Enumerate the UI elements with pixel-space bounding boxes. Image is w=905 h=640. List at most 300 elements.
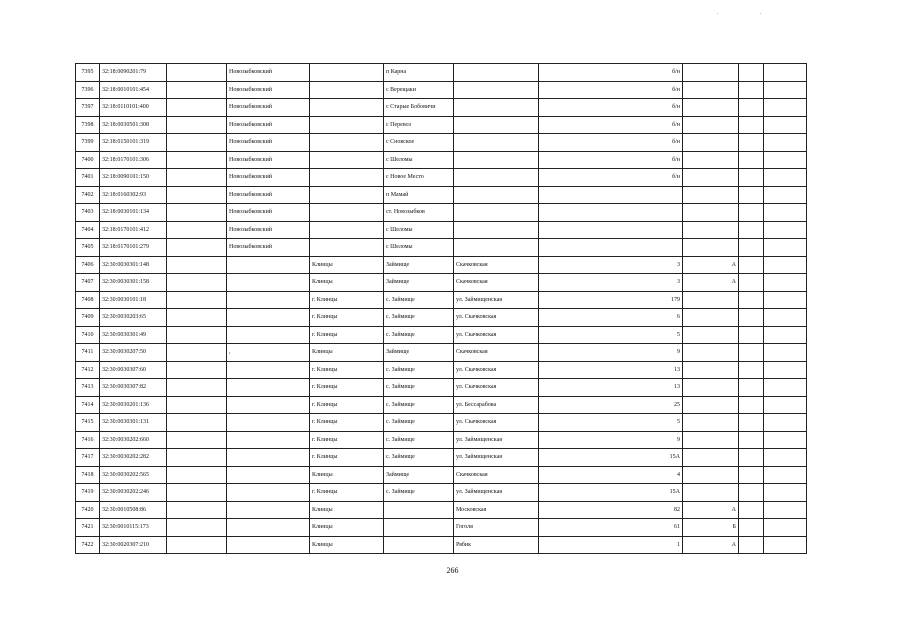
cell-house: б/н: [539, 134, 683, 152]
cell-cad: 32:30:0030202:246: [100, 484, 167, 502]
cell-district: Новозыбковский: [227, 99, 310, 117]
cell-cad: 32:18:0110101:400: [100, 99, 167, 117]
table-row: [76, 344, 807, 362]
cell-n: 7415: [76, 414, 100, 432]
cell-street: [454, 204, 539, 222]
cell-district: Новозыбковский: [227, 169, 310, 187]
cell-city: [310, 81, 384, 99]
cell-cad: 32:30:0020307:210: [100, 536, 167, 554]
cell-street: [454, 64, 539, 82]
cell-e1: [739, 239, 764, 257]
cell-e1: [739, 81, 764, 99]
cell-e1: [739, 396, 764, 414]
table-row: [76, 169, 807, 187]
cell-letter: [683, 151, 739, 169]
cell-locality: с. Займище: [384, 431, 454, 449]
cell-cad: 32:30:0030301:158: [100, 274, 167, 292]
cell-street: [454, 221, 539, 239]
cell-street: ул. Займищенская: [454, 449, 539, 467]
cell-spacer: [167, 116, 227, 134]
cell-locality: [384, 536, 454, 554]
cell-e1: [739, 536, 764, 554]
cell-locality: с Шеломы: [384, 151, 454, 169]
cell-e1: [739, 99, 764, 117]
cell-locality: с. Займище: [384, 484, 454, 502]
cell-spacer: [167, 379, 227, 397]
cell-n: 7405: [76, 239, 100, 257]
cell-city: [310, 151, 384, 169]
cell-house: 13: [539, 361, 683, 379]
cell-cad: 32:18:0090101:150: [100, 169, 167, 187]
cell-house: 9: [539, 344, 683, 362]
cell-locality: с Шеломы: [384, 221, 454, 239]
cell-e1: [739, 431, 764, 449]
cell-city: [310, 169, 384, 187]
registry-table: [75, 63, 807, 554]
cell-cad: 32:30:0030101:18: [100, 291, 167, 309]
cell-locality: Займище: [384, 344, 454, 362]
cell-district: [227, 414, 310, 432]
cell-street: [454, 239, 539, 257]
cell-street: [454, 81, 539, 99]
cell-house: 1: [539, 536, 683, 554]
cell-e2: [764, 466, 807, 484]
scan-mark: .: [717, 10, 719, 16]
cell-cad: 32:18:0170101:279: [100, 239, 167, 257]
cell-street: Скачковская: [454, 256, 539, 274]
cell-e2: [764, 134, 807, 152]
table-row: [76, 221, 807, 239]
cell-e2: [764, 361, 807, 379]
cell-district: Новозыбковский: [227, 239, 310, 257]
cell-city: [310, 116, 384, 134]
cell-letter: [683, 466, 739, 484]
cell-letter: А: [683, 501, 739, 519]
cell-house: б/н: [539, 151, 683, 169]
cell-locality: с Сновское: [384, 134, 454, 152]
cell-n: 7407: [76, 274, 100, 292]
cell-n: 7417: [76, 449, 100, 467]
table-row: [76, 186, 807, 204]
cell-street: ул. Бессарабова: [454, 396, 539, 414]
cell-city: [310, 64, 384, 82]
cell-spacer: [167, 134, 227, 152]
table-row: [76, 81, 807, 99]
cell-city: г. Клинцы: [310, 431, 384, 449]
cell-locality: с. Займище: [384, 326, 454, 344]
cell-district: Новозыбковский: [227, 204, 310, 222]
cell-house: б/н: [539, 116, 683, 134]
cell-spacer: [167, 204, 227, 222]
cell-n: 7411: [76, 344, 100, 362]
cell-house: 3: [539, 256, 683, 274]
table-row: [76, 484, 807, 502]
cell-cad: 32:30:0030301:49: [100, 326, 167, 344]
cell-district: Новозыбковский: [227, 134, 310, 152]
cell-e1: [739, 64, 764, 82]
cell-letter: [683, 414, 739, 432]
cell-district: [227, 519, 310, 537]
table-row: [76, 326, 807, 344]
cell-house: [539, 204, 683, 222]
cell-street: Московская: [454, 501, 539, 519]
cell-district: [227, 326, 310, 344]
table-row: [76, 256, 807, 274]
cell-house: 5: [539, 326, 683, 344]
cell-spacer: [167, 64, 227, 82]
cell-e1: [739, 309, 764, 327]
cell-cad: 32:18:0030501:308: [100, 116, 167, 134]
table-row: [76, 274, 807, 292]
cell-city: г. Клинцы: [310, 484, 384, 502]
cell-city: [310, 239, 384, 257]
cell-spacer: [167, 361, 227, 379]
cell-house: 4: [539, 466, 683, 484]
cell-e1: [739, 466, 764, 484]
cell-cad: 32:18:0160302:93: [100, 186, 167, 204]
cell-city: Клинцы: [310, 501, 384, 519]
cell-house: [539, 221, 683, 239]
cell-e2: [764, 291, 807, 309]
cell-cad: 32:18:0010101:454: [100, 81, 167, 99]
cell-street: Гоголя: [454, 519, 539, 537]
cell-letter: [683, 134, 739, 152]
cell-district: [227, 309, 310, 327]
cell-e1: [739, 274, 764, 292]
table-row: [76, 379, 807, 397]
cell-e2: [764, 116, 807, 134]
cell-e1: [739, 256, 764, 274]
cell-e1: [739, 484, 764, 502]
cell-letter: Б: [683, 519, 739, 537]
cell-city: Клинцы: [310, 344, 384, 362]
cell-n: 7422: [76, 536, 100, 554]
cell-e1: [739, 449, 764, 467]
cell-spacer: [167, 274, 227, 292]
cell-locality: с. Займище: [384, 291, 454, 309]
cell-district: [227, 361, 310, 379]
cell-e1: [739, 344, 764, 362]
cell-e1: [739, 151, 764, 169]
cell-e1: [739, 501, 764, 519]
cell-spacer: [167, 99, 227, 117]
cell-street: ул. Скачковская: [454, 309, 539, 327]
cell-letter: А: [683, 256, 739, 274]
cell-spacer: [167, 449, 227, 467]
cell-spacer: [167, 396, 227, 414]
cell-e2: [764, 309, 807, 327]
cell-letter: [683, 99, 739, 117]
cell-locality: с. Займище: [384, 379, 454, 397]
cell-spacer: [167, 484, 227, 502]
cell-district: ,: [227, 344, 310, 362]
cell-e2: [764, 204, 807, 222]
cell-e2: [764, 274, 807, 292]
cell-street: Рябик: [454, 536, 539, 554]
cell-spacer: [167, 256, 227, 274]
cell-city: Клинцы: [310, 466, 384, 484]
table-row: [76, 309, 807, 327]
cell-n: 7401: [76, 169, 100, 187]
cell-letter: [683, 64, 739, 82]
table-row: [76, 239, 807, 257]
cell-letter: [683, 221, 739, 239]
cell-house: б/н: [539, 81, 683, 99]
cell-spacer: [167, 501, 227, 519]
cell-city: г. Клинцы: [310, 414, 384, 432]
scan-mark: .: [760, 10, 762, 16]
cell-district: [227, 431, 310, 449]
cell-district: [227, 256, 310, 274]
cell-house: 3: [539, 274, 683, 292]
cell-n: 7402: [76, 186, 100, 204]
cell-n: 7399: [76, 134, 100, 152]
cell-letter: [683, 449, 739, 467]
cell-city: [310, 186, 384, 204]
table-row: [76, 519, 807, 537]
cell-spacer: [167, 431, 227, 449]
cell-district: [227, 291, 310, 309]
cell-letter: [683, 204, 739, 222]
cell-spacer: [167, 414, 227, 432]
cell-house: 13: [539, 379, 683, 397]
cell-house: 82: [539, 501, 683, 519]
cell-n: 7397: [76, 99, 100, 117]
cell-house: 61: [539, 519, 683, 537]
cell-e2: [764, 536, 807, 554]
cell-locality: с Старые Бобовичи: [384, 99, 454, 117]
cell-cad: 32:18:0030101:134: [100, 204, 167, 222]
cell-e1: [739, 326, 764, 344]
cell-spacer: [167, 151, 227, 169]
cell-e2: [764, 81, 807, 99]
cell-cad: 32:30:0030301:148: [100, 256, 167, 274]
cell-locality: с Перевоз: [384, 116, 454, 134]
cell-e2: [764, 344, 807, 362]
cell-letter: [683, 81, 739, 99]
cell-district: [227, 396, 310, 414]
cell-house: 15А: [539, 484, 683, 502]
cell-locality: с Верещаки: [384, 81, 454, 99]
cell-cad: 32:30:0030207:50: [100, 344, 167, 362]
table-row: [76, 361, 807, 379]
cell-e2: [764, 431, 807, 449]
cell-district: Новозыбковский: [227, 151, 310, 169]
cell-e1: [739, 519, 764, 537]
cell-e1: [739, 361, 764, 379]
cell-locality: [384, 519, 454, 537]
cell-cad: 32:30:0030203:65: [100, 309, 167, 327]
cell-district: [227, 379, 310, 397]
cell-e1: [739, 221, 764, 239]
cell-e2: [764, 519, 807, 537]
cell-cad: 32:30:0030202:282: [100, 449, 167, 467]
cell-n: 7421: [76, 519, 100, 537]
cell-house: б/н: [539, 99, 683, 117]
cell-e1: [739, 379, 764, 397]
cell-street: Скачковская: [454, 466, 539, 484]
cell-e2: [764, 414, 807, 432]
cell-cad: 32:18:0170101:412: [100, 221, 167, 239]
cell-letter: [683, 431, 739, 449]
table-row: [76, 134, 807, 152]
cell-locality: с. Займище: [384, 309, 454, 327]
cell-spacer: [167, 326, 227, 344]
cell-spacer: [167, 239, 227, 257]
cell-n: 7396: [76, 81, 100, 99]
cell-street: ул. Займищенская: [454, 431, 539, 449]
cell-spacer: [167, 221, 227, 239]
cell-n: 7395: [76, 64, 100, 82]
table-row: [76, 64, 807, 82]
cell-n: 7403: [76, 204, 100, 222]
cell-n: 7404: [76, 221, 100, 239]
cell-e1: [739, 186, 764, 204]
cell-e1: [739, 291, 764, 309]
cell-cad: 32:30:0030301:131: [100, 414, 167, 432]
cell-street: [454, 99, 539, 117]
cell-cad: 32:30:0030202:660: [100, 431, 167, 449]
cell-n: 7412: [76, 361, 100, 379]
cell-e2: [764, 221, 807, 239]
cell-locality: п Мамай: [384, 186, 454, 204]
table-row: [76, 116, 807, 134]
cell-city: [310, 99, 384, 117]
cell-e1: [739, 204, 764, 222]
cell-letter: А: [683, 274, 739, 292]
cell-e1: [739, 116, 764, 134]
table-row: [76, 204, 807, 222]
cell-cad: 32:18:0170101:306: [100, 151, 167, 169]
cell-spacer: [167, 466, 227, 484]
cell-spacer: [167, 536, 227, 554]
cell-n: 7400: [76, 151, 100, 169]
cell-spacer: [167, 519, 227, 537]
cell-letter: [683, 291, 739, 309]
cell-street: [454, 186, 539, 204]
cell-city: г. Клинцы: [310, 291, 384, 309]
cell-e2: [764, 186, 807, 204]
cell-street: ул. Скачковская: [454, 361, 539, 379]
cell-district: [227, 536, 310, 554]
page-number: 266: [446, 566, 459, 575]
cell-letter: [683, 484, 739, 502]
cell-locality: с. Займище: [384, 361, 454, 379]
cell-n: 7418: [76, 466, 100, 484]
cell-locality: Займище: [384, 274, 454, 292]
cell-street: ул. Скачковская: [454, 414, 539, 432]
cell-cad: 32:30:0030202:565: [100, 466, 167, 484]
cell-e2: [764, 99, 807, 117]
cell-letter: [683, 116, 739, 134]
cell-district: [227, 484, 310, 502]
cell-locality: п Карна: [384, 64, 454, 82]
cell-e2: [764, 484, 807, 502]
cell-locality: ст. Новозыбков: [384, 204, 454, 222]
cell-street: ул. Займищенская: [454, 291, 539, 309]
table-row: [76, 291, 807, 309]
cell-e2: [764, 151, 807, 169]
cell-district: [227, 449, 310, 467]
table-row: [76, 449, 807, 467]
cell-n: 7410: [76, 326, 100, 344]
cell-spacer: [167, 344, 227, 362]
table-row: [76, 501, 807, 519]
cell-e2: [764, 256, 807, 274]
cell-cad: 32:30:0030201:136: [100, 396, 167, 414]
cell-city: [310, 221, 384, 239]
table-row: [76, 414, 807, 432]
cell-city: Клинцы: [310, 519, 384, 537]
cell-locality: с. Займище: [384, 396, 454, 414]
cell-spacer: [167, 186, 227, 204]
table-row: [76, 396, 807, 414]
cell-e1: [739, 169, 764, 187]
cell-letter: [683, 186, 739, 204]
table-row: [76, 151, 807, 169]
cell-city: г. Клинцы: [310, 449, 384, 467]
cell-house: [539, 239, 683, 257]
cell-spacer: [167, 309, 227, 327]
cell-n: 7406: [76, 256, 100, 274]
cell-street: [454, 151, 539, 169]
cell-district: [227, 466, 310, 484]
cell-spacer: [167, 169, 227, 187]
cell-locality: [384, 501, 454, 519]
cell-cad: 32:30:0030307:82: [100, 379, 167, 397]
table-row: [76, 431, 807, 449]
cell-letter: [683, 326, 739, 344]
cell-house: 6: [539, 309, 683, 327]
cell-n: 7408: [76, 291, 100, 309]
cell-e2: [764, 449, 807, 467]
cell-city: г. Клинцы: [310, 309, 384, 327]
cell-cad: 32:30:0030307:60: [100, 361, 167, 379]
cell-house: 25: [539, 396, 683, 414]
cell-city: г. Клинцы: [310, 379, 384, 397]
cell-district: Новозыбковский: [227, 116, 310, 134]
cell-locality: Займище: [384, 256, 454, 274]
cell-district: Новозыбковский: [227, 186, 310, 204]
cell-house: [539, 186, 683, 204]
cell-e2: [764, 169, 807, 187]
cell-city: г. Клинцы: [310, 396, 384, 414]
cell-city: Клинцы: [310, 274, 384, 292]
cell-locality: с Новое Место: [384, 169, 454, 187]
cell-street: ул. Скачковская: [454, 379, 539, 397]
cell-letter: [683, 396, 739, 414]
cell-n: 7416: [76, 431, 100, 449]
cell-street: ул. Скачковская: [454, 326, 539, 344]
cell-e2: [764, 326, 807, 344]
cell-locality: с. Займище: [384, 449, 454, 467]
cell-n: 7420: [76, 501, 100, 519]
cell-e2: [764, 239, 807, 257]
cell-e2: [764, 396, 807, 414]
cell-spacer: [167, 81, 227, 99]
cell-city: Клинцы: [310, 536, 384, 554]
cell-street: Скачковская: [454, 274, 539, 292]
cell-street: ул. Займищенская: [454, 484, 539, 502]
cell-letter: [683, 344, 739, 362]
cell-cad: 32:30:0010508:86: [100, 501, 167, 519]
cell-locality: Займище: [384, 466, 454, 484]
cell-n: 7414: [76, 396, 100, 414]
cell-locality: с. Займище: [384, 414, 454, 432]
cell-city: [310, 204, 384, 222]
cell-street: Скачковская: [454, 344, 539, 362]
cell-cad: 32:18:0090201:79: [100, 64, 167, 82]
